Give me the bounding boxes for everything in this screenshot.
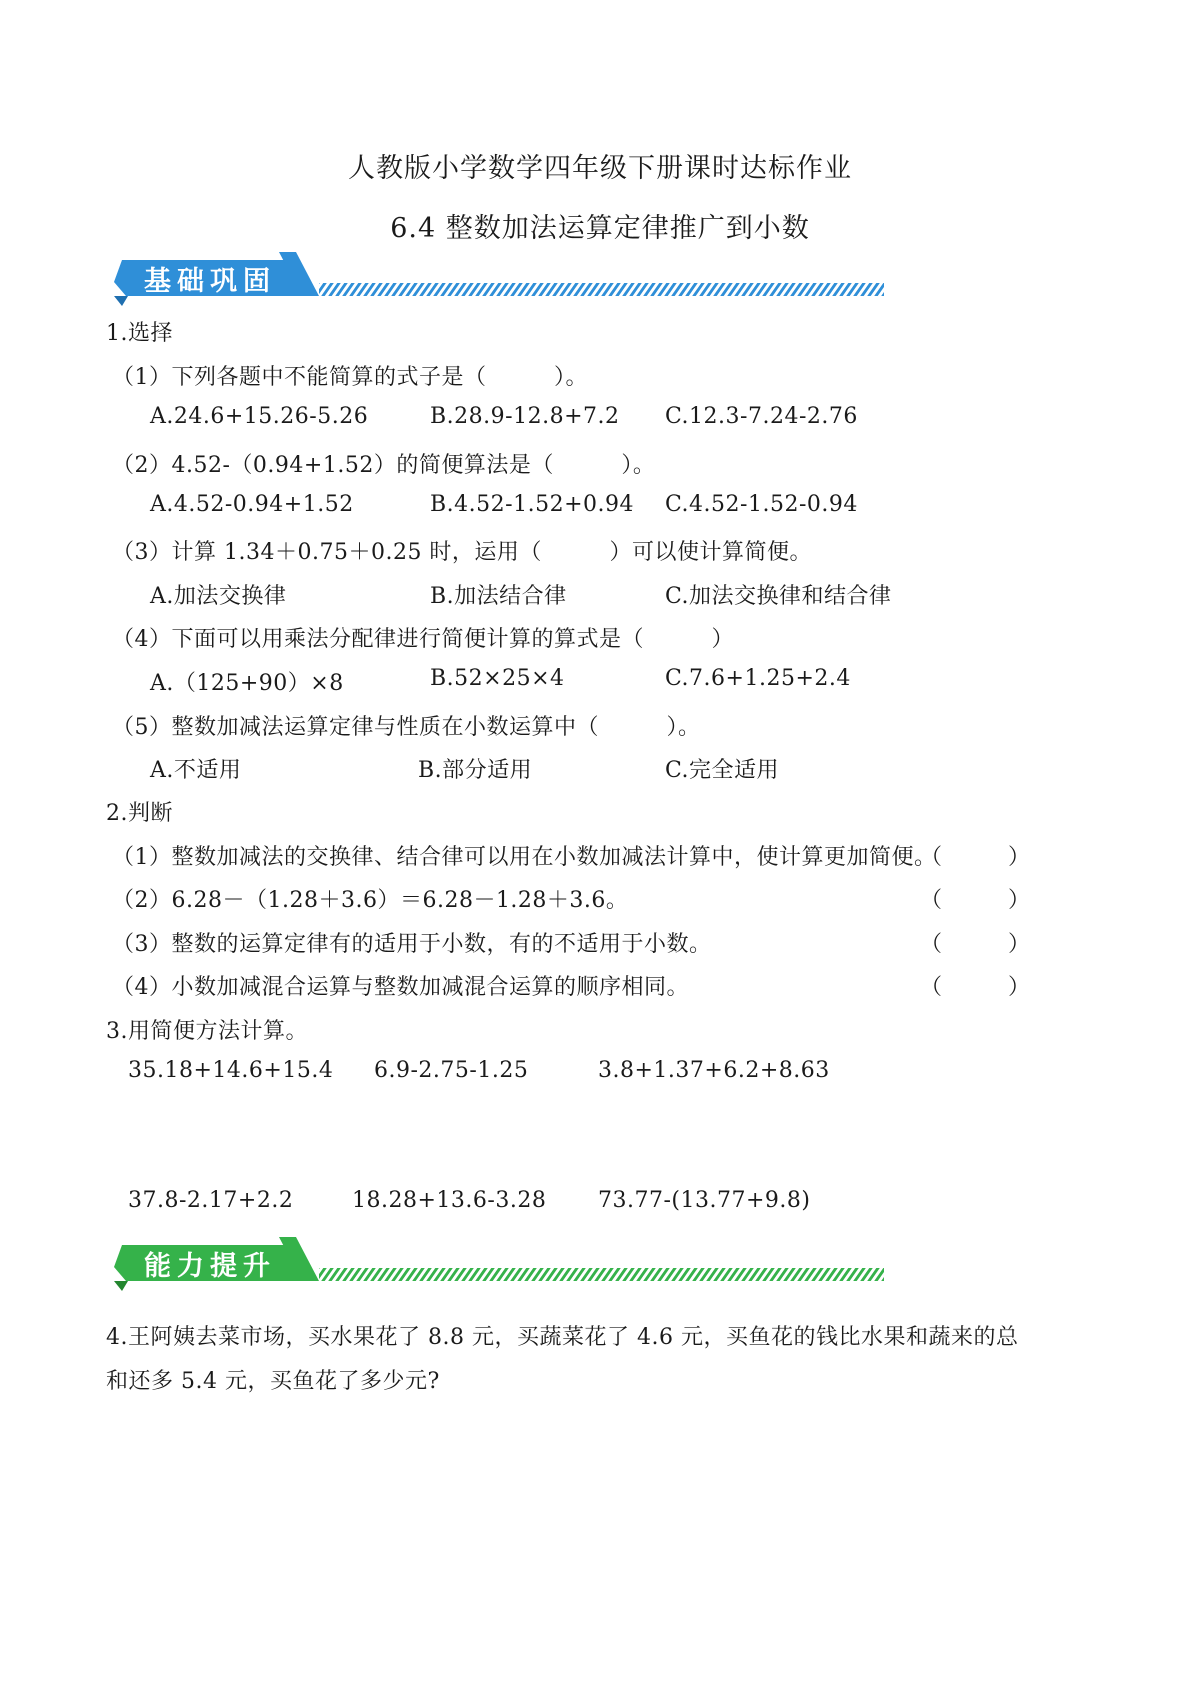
q2-item-2-answer-paren[interactable]: （ ） [920, 888, 1031, 913]
q3-expression-6: 73.77-(13.77+9.8) [598, 1188, 811, 1213]
q2-item-3-answer-paren[interactable]: （ ） [920, 932, 1031, 957]
q2-item-4: （4）小数加减混合运算与整数加减混合运算的顺序相同。 [112, 975, 689, 1000]
banner-basic-label: 基础巩固 [144, 266, 276, 297]
q1-item-4-option-a: A.（125+90）×8 [150, 671, 344, 696]
q1-item-2-stem: （2）4.52-（0.94+1.52）的简便算法是（ ）。 [112, 453, 656, 478]
q4-text-line-2: 和还多 5.4 元，买鱼花了多少元? [106, 1369, 440, 1394]
q3-heading: 3.用简便方法计算。 [106, 1019, 308, 1044]
q1-item-3-stem: （3）计算 1.34＋0.75＋0.25 时，运用（ ）可以使计算简便。 [112, 540, 812, 565]
q2-heading: 2.判断 [106, 801, 173, 826]
q1-item-2-option-c: C.4.52-1.52-0.94 [665, 492, 858, 517]
q2-item-4-answer-paren[interactable]: （ ） [920, 975, 1031, 1000]
q1-item-5-option-c: C.完全适用 [665, 758, 780, 783]
q4-text-line-1: 4.王阿姨去菜市场，买水果花了 8.8 元，买蔬菜花了 4.6 元，买鱼花的钱比水果和蔬来的总 [106, 1325, 1019, 1350]
q3-expression-2: 6.9-2.75-1.25 [374, 1058, 529, 1083]
q1-item-1-option-c: C.12.3-7.24-2.76 [665, 404, 858, 429]
q1-item-3-option-a: A.加法交换律 [150, 584, 287, 609]
q1-item-1-option-a: A.24.6+15.26-5.26 [150, 404, 369, 429]
q1-item-4-option-c: C.7.6+1.25+2.4 [665, 666, 851, 691]
section-banner-advanced [114, 1237, 954, 1295]
q1-item-2-option-b: B.4.52-1.52+0.94 [430, 492, 634, 517]
q3-expression-5: 18.28+13.6-3.28 [352, 1188, 547, 1213]
q2-item-1: （1）整数加减法的交换律、结合律可以用在小数加减法计算中，使计算更加简便。 [112, 845, 937, 870]
q1-item-1-option-b: B.28.9-12.8+7.2 [430, 404, 620, 429]
q1-item-4-option-b: B.52×25×4 [430, 666, 565, 691]
q1-item-3-option-b: B.加法结合律 [430, 584, 567, 609]
q1-item-5-stem: （5）整数加减法运算定律与性质在小数运算中（ ）。 [112, 715, 701, 740]
banner-advanced-label: 能力提升 [144, 1251, 276, 1282]
q1-item-1-stem: （1）下列各题中不能简算的式子是（ ）。 [112, 365, 588, 390]
page-title: 人教版小学数学四年级下册课时达标作业 [348, 153, 852, 184]
q2-item-3: （3）整数的运算定律有的适用于小数，有的不适用于小数。 [112, 932, 712, 957]
q1-item-3-option-c: C.加法交换律和结合律 [665, 584, 892, 609]
q1-item-5-option-b: B.部分适用 [418, 758, 533, 783]
q2-item-2: （2）6.28－（1.28＋3.6）＝6.28－1.28＋3.6。 [112, 888, 629, 913]
q3-expression-3: 3.8+1.37+6.2+8.63 [598, 1058, 830, 1083]
q1-item-4-stem: （4）下面可以用乘法分配律进行简便计算的算式是（ ） [112, 627, 734, 652]
page-subtitle: 6.4 整数加法运算定律推广到小数 [390, 213, 810, 244]
q3-expression-4: 37.8-2.17+2.2 [128, 1188, 294, 1213]
q2-item-1-answer-paren[interactable]: （ ） [920, 845, 1031, 870]
q1-item-2-option-a: A.4.52-0.94+1.52 [150, 492, 354, 517]
q3-expression-1: 35.18+14.6+15.4 [128, 1058, 334, 1083]
section-banner-basic [114, 252, 954, 310]
q1-item-5-option-a: A.不适用 [150, 758, 242, 783]
q1-heading: 1.选择 [106, 321, 173, 346]
